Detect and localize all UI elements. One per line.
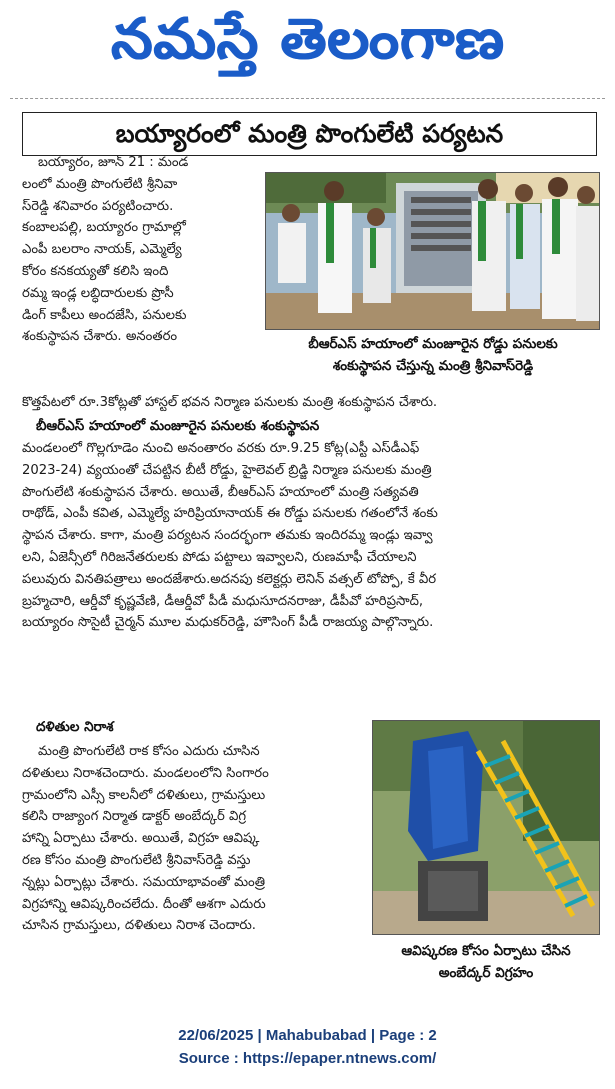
photo-ambedkar-statue — [372, 720, 600, 935]
text-line: విగ్రహాన్ని ఆవిష్కరించలేదు. దీంతో ఆశగా ఎదురు — [22, 896, 266, 912]
text-line: కంబాలపల్లి, బయ్యారం గ్రామాల్లో — [22, 220, 186, 236]
caption-line: శంకుస్థాపన చేస్తున్న మంత్రి శ్రీనివాస్‌రెడ్డి — [332, 358, 534, 374]
caption-line: బీఆర్ఎస్ హయాంలో మంజూరైన రోడ్డు పనులకు — [308, 336, 558, 352]
text-line: కలిసి రాజ్యాంగ నిర్మాత డాక్టర్ అంబేద్కర్ విగ్ర — [22, 809, 247, 825]
text-line: 2023-24) వ్యయంతో చేపట్టిన బీటీ రోడ్డు, హైలెవల్ బ్రిడ్జి నిర్మాణ పనులకు మంత్రి — [22, 462, 432, 478]
text-line: ఎంపీ బలరాం నాయక్, ఎమ్మెల్యే — [22, 242, 182, 258]
text-line: న్నట్లు ఏర్పాట్లు చేశారు. సమయాభావంతో మంత్రి — [22, 874, 266, 890]
text-line: లంలో మంత్రి పొంగులేటి శ్రీనివా — [22, 176, 178, 192]
headline-box — [22, 112, 597, 156]
text-line: బయ్యారం, జూన్ 21 : మండ — [38, 155, 189, 170]
article-headline: బయ్యారంలో మంత్రి పొంగులేటి పర్యటన — [115, 119, 504, 148]
text-line: దళితులు నిరాశచెందారు. మండలంలోని సింగారం — [22, 765, 269, 781]
section-1-paragraph — [22, 438, 602, 634]
caption-line: అంబేద్కర్ విగ్రహం — [438, 965, 534, 981]
section-2-paragraph — [22, 741, 368, 937]
intro-paragraph — [22, 152, 258, 348]
text-line: శంకుస్థాపన చేశారు. అనంతరం — [22, 329, 178, 345]
photo-2-caption — [368, 940, 604, 984]
photo-foundation-ceremony-image — [266, 173, 600, 330]
caption-line: ఆవిష్కరణ కోసం ఏర్పాటు చేసిన — [401, 943, 571, 959]
top-divider — [10, 98, 605, 99]
photo-ambedkar-statue-image — [373, 721, 600, 935]
text-line: రణ కోసం మంత్రి పొంగులేటి శ్రీనివాస్‌రెడ్డి వస్తు — [22, 852, 251, 868]
masthead — [0, 0, 615, 80]
newspaper-logo: నమస్తే తెలంగాణ — [110, 7, 505, 72]
text-line: మండలంలో గొల్లగూడెం నుంచి అనంతారం వరకు రూ.9.25 కోట్ల(ఎస్టీ ఎస్‌డీఎఫ్ — [22, 441, 420, 456]
footer-dateline: 22/06/2025 | Mahabubabad | Page : 2 — [178, 1027, 437, 1044]
footer-source: Source : https://epaper.ntnews.com/ — [178, 1050, 437, 1067]
text-line: కోరం కనకయ్యతో కలిసి ఇంది — [22, 263, 169, 279]
text-line: గ్రామంలోని ఎస్సీ కాలనీలో దళితులు, గ్రామస్తులు — [22, 787, 266, 803]
intro-full-line: కొత్తపేటలో రూ.3కోట్లతో హాస్టల్ భవన నిర్మాణ పనులకు మంత్రి శంకుస్థాపన చేశారు. — [22, 395, 438, 410]
text-line: రాథోడ్, ఎంపీ కవిత, ఎమ్మెల్యే హరిప్రియానాయక్ ఈ రోడ్డు పనులకు గతంలోనే శంకు — [22, 506, 438, 522]
text-line: పొంగులేటి శంకుస్థాపన చేశారు. అయితే, బీఆర్ఎస్ హయాంలో మంత్రి సత్యవతి — [22, 484, 419, 500]
text-line: డింగ్ కాపీలు అందజేసి, పనులకు — [22, 307, 187, 323]
photo-foundation-ceremony — [265, 172, 600, 330]
text-line: బయ్యారం సొసైటీ చైర్మన్ మూల మధుకర్‌రెడ్డి, హౌసింగ్ పీడీ రాజయ్య పాల్గొన్నారు. — [22, 615, 434, 631]
text-line: స్‌రెడ్డి శనివారం పర్యటించారు. — [22, 198, 174, 214]
photo-1-caption — [262, 333, 604, 377]
text-line: స్థాపన చేశారు. కాగా, మంత్రి పర్యటన సందర్భంగా తమకు ఇందిరమ్మ ఇండ్లు ఇవ్వా — [22, 528, 433, 544]
text-line: పలువురు వినతిపత్రాలు అందజేశారు.అదనపు కలెక్టర్లు లెనిన్ వత్సల్ టోప్పో, కే వీర — [22, 571, 437, 587]
text-line: చూసిన గ్రామస్తులు, దళితులు నిరాశ చెందారు. — [22, 918, 256, 934]
text-line: బ్రహ్మచారి, ఆర్డీవో కృష్ణవేణి, డీఆర్డీవో పీడీ మధుసూదనరాజు, డీపీవో హరిప్రసాద్, — [22, 593, 424, 609]
text-line: మంత్రి పొంగులేటి రాక కోసం ఎదురు చూసిన — [38, 744, 260, 759]
subhead-dalits-disappointment: దళితుల నిరాశ — [36, 719, 114, 735]
text-line: లని, ఏజెన్సీలో గిరిజనేతరులకు పోడు పట్టాలు ఇవ్వాలని, రుణమాఫీ చేయాలని — [22, 549, 417, 565]
subhead-approved-works: బీఆర్ఎస్ హయాంలో మంజూరైన పనులకు శంకుస్థాపన — [36, 418, 320, 434]
text-line: హాన్ని ఏర్పాటు చేశారు. అయితే, విగ్రహ ఆవిష్క — [22, 831, 260, 847]
text-line: రమ్మ ఇండ్ల లబ్ధిదారులకు ప్రొసీ — [22, 285, 174, 301]
